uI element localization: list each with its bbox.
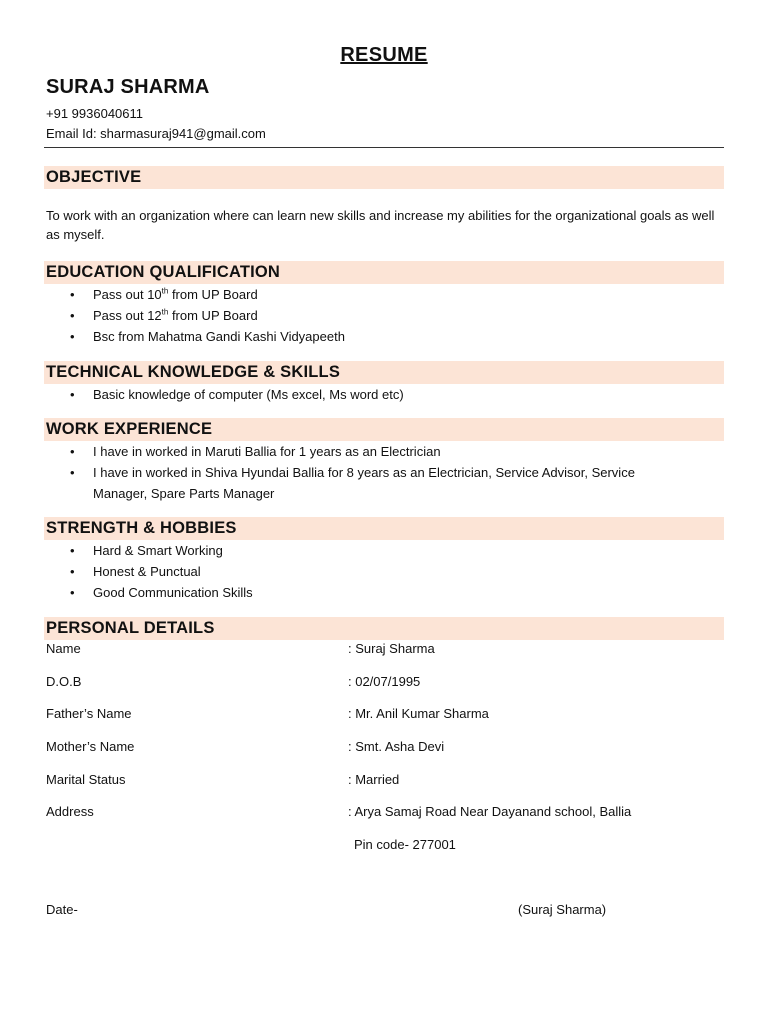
experience-heading: WORK EXPERIENCE: [46, 420, 213, 438]
personal-value-father: : Mr. Anil Kumar Sharma: [348, 706, 489, 721]
date-label: Date-: [46, 902, 78, 917]
strengths-heading: STRENGTH & HOBBIES: [46, 519, 237, 537]
personal-label-mother: Mother’s Name: [46, 739, 135, 754]
candidate-name: SURAJ SHARMA: [46, 76, 210, 98]
list-item: [46, 441, 722, 462]
personal-value-name: : Suraj Sharma: [348, 641, 435, 656]
strengths-item-text: Honest & Punctual: [93, 564, 201, 579]
experience-heading-bar: [44, 418, 724, 441]
education-item-text: from UP Board: [168, 287, 258, 302]
bullet-icon: •: [70, 564, 75, 579]
list-item: [46, 462, 722, 504]
experience-item-text: I have in worked in Shiva Hyundai Ballia for 8 years as an Electrician, Service Advisor, Service Manager, Spare Parts Manager: [93, 465, 635, 501]
email-line: Email Id: sharmasuraj941@gmail.com: [46, 126, 266, 141]
personal-value-dob: : 02/07/1995: [348, 674, 421, 689]
education-item-text: Pass out 12: [93, 308, 162, 323]
list-item: [46, 384, 722, 405]
education-list: [46, 284, 722, 347]
objective-text: To work with an organization where can learn new skills and increase my abilities for the organizational goals as well as myself.: [46, 208, 715, 242]
strengths-item-text: Good Communication Skills: [93, 585, 253, 600]
education-item-text: Bsc from Mahatma Gandi Kashi Vidyapeeth: [93, 329, 345, 344]
education-item-text: from UP Board: [168, 308, 258, 323]
bullet-icon: •: [70, 387, 75, 402]
personal-heading-bar: [44, 617, 724, 640]
personal-value-mother: : Smt. Asha Devi: [348, 739, 445, 754]
bullet-icon: •: [70, 287, 75, 302]
bullet-icon: •: [70, 329, 75, 344]
education-heading-bar: [44, 261, 724, 284]
personal-label-address: Address: [46, 804, 94, 819]
skills-heading: TECHNICAL KNOWLEDGE & SKILLS: [46, 363, 341, 381]
experience-item-text: I have in worked in Maruti Ballia for 1 years as an Electrician: [93, 444, 441, 459]
personal-pin-code: Pin code- 277001: [354, 837, 456, 852]
bullet-icon: •: [70, 308, 75, 323]
skills-list: [46, 384, 722, 405]
personal-value-marital: : Married: [348, 772, 400, 787]
bullet-icon: •: [70, 543, 75, 558]
phone-number: +91 9936040611: [46, 106, 143, 121]
bullet-icon: •: [70, 465, 75, 480]
personal-label-father: Father’s Name: [46, 706, 132, 721]
signature-name: (Suraj Sharma): [518, 902, 607, 917]
list-item: [46, 305, 722, 326]
strengths-heading-bar: [44, 517, 724, 540]
list-item: [46, 561, 722, 582]
experience-list: [46, 441, 722, 504]
education-item-superscript: th: [161, 286, 169, 296]
personal-label-marital: Marital Status: [46, 772, 126, 787]
personal-label-dob: D.O.B: [46, 674, 82, 689]
personal-value-address: : Arya Samaj Road Near Dayanand school, Ballia: [348, 804, 632, 819]
bullet-icon: •: [70, 585, 75, 600]
skills-item-text: Basic knowledge of computer (Ms excel, Ms word etc): [93, 387, 404, 402]
list-item: [46, 582, 722, 603]
personal-label-name: Name: [46, 641, 81, 656]
education-item-text: Pass out 10: [93, 287, 162, 302]
list-item: [46, 284, 722, 305]
strengths-item-text: Hard & Smart Working: [93, 543, 223, 558]
strengths-list: [46, 540, 722, 603]
document-title: RESUME: [340, 44, 428, 66]
education-item-superscript: th: [161, 307, 169, 317]
skills-heading-bar: [44, 361, 724, 384]
bullet-icon: •: [70, 444, 75, 459]
education-heading: EDUCATION QUALIFICATION: [46, 263, 281, 281]
personal-heading: PERSONAL DETAILS: [46, 619, 215, 637]
list-item: [46, 540, 722, 561]
header-divider: [44, 147, 724, 148]
objective-heading-bar: [44, 166, 724, 189]
list-item: [46, 326, 722, 347]
objective-heading: OBJECTIVE: [46, 168, 142, 186]
